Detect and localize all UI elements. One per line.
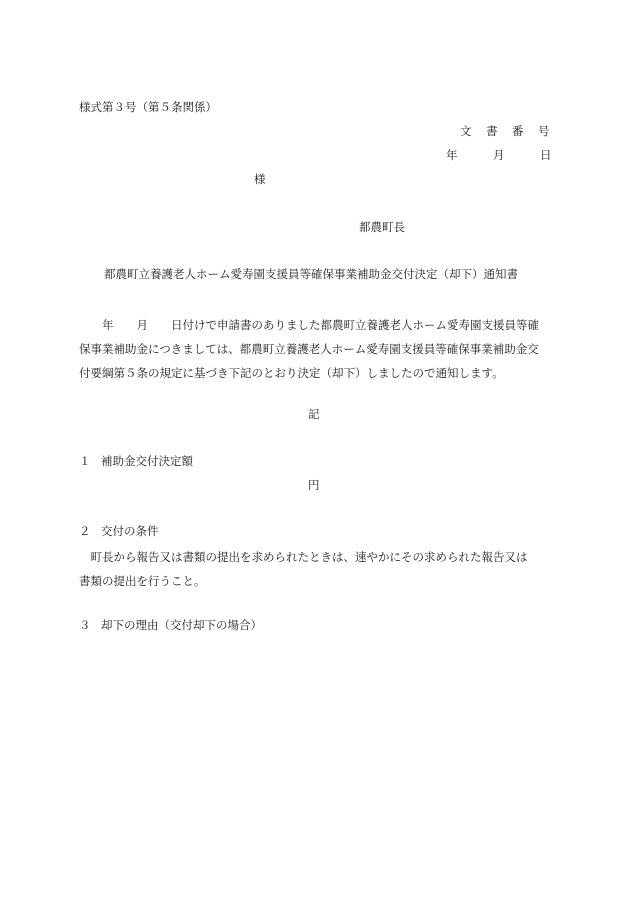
section-heading-rejection-reason: [79, 617, 262, 633]
section-title: 補助金交付決定額: [101, 454, 193, 468]
conditions-body: [79, 545, 557, 593]
date-month-label: 月: [493, 148, 505, 162]
section-number: ２: [79, 524, 91, 538]
section-heading-conditions: [79, 523, 159, 539]
date-day-label: 日: [540, 148, 552, 162]
conditions-line: 町長から報告又は書類の提出を求められたときは、速やかにその求められた報告又は: [79, 550, 528, 564]
section-title: 交付の条件: [101, 524, 159, 538]
issuer-name: 都農町長: [359, 220, 405, 234]
section-heading-amount: [79, 453, 193, 469]
document-number-char: 書: [486, 124, 498, 138]
section-number: ３: [79, 618, 91, 632]
notice-title: 都農町立養護老人ホーム愛寿園支援員等確保事業補助金交付決定（却下）通知書: [104, 267, 518, 281]
notice-body-line: 付要綱第５条の規定に基づき下記のとおり決定（却下）しましたので通知します。: [79, 366, 504, 380]
notice-body-line: 年 月 日付けで申請書のありました都農町立養護老人ホーム愛寿園支援員等確: [79, 318, 539, 332]
document-number-char: 番: [512, 124, 524, 138]
addressee-suffix: 様: [254, 172, 266, 186]
amount-unit: 円: [308, 478, 320, 492]
document-number: [460, 123, 564, 139]
notice-body-line: 保事業補助金につきましては、都農町立養護老人ホーム愛寿園支援員等確保事業補助金交: [79, 342, 539, 356]
section-number: １: [79, 454, 91, 468]
date-year-label: 年: [446, 148, 458, 162]
form-label: 様式第３号（第５条関係）: [79, 100, 217, 114]
document-date: [446, 147, 552, 163]
section-title: 却下の理由（交付却下の場合）: [101, 618, 262, 632]
notice-body: [79, 313, 557, 385]
ki-heading: 記: [308, 407, 320, 421]
conditions-line: 書類の提出を行うこと。: [79, 574, 206, 588]
document-number-char: 号: [538, 124, 550, 138]
document-number-char: 文: [460, 124, 472, 138]
